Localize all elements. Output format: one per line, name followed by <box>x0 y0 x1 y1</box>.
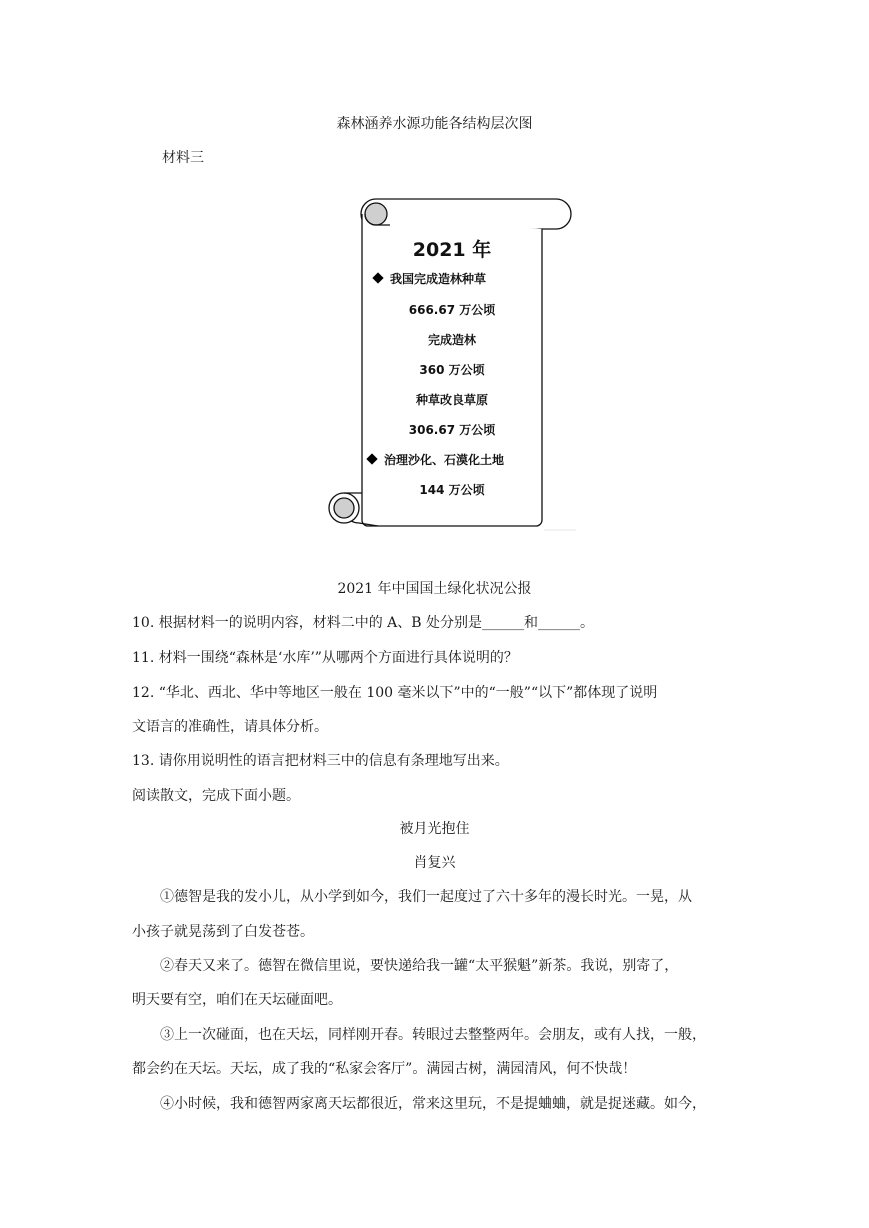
item2-title-text: 治理沙化、石漠化土地 <box>384 453 505 467</box>
scroll-caption: 2021 年中国国土绿化状况公报 <box>337 581 532 597</box>
essay-author: 肖复兴 <box>413 855 456 871</box>
diamond-bullet-icon <box>372 272 383 283</box>
scroll-year: 2021 年 <box>412 239 492 261</box>
essay-title: 被月光抱住 <box>399 821 470 837</box>
scroll-item1-value: 666.67 万公顷 <box>408 303 496 317</box>
scroll-item2-value: 144 万公顷 <box>419 483 485 497</box>
scroll-item1-sub2: 种草改良草原 <box>415 393 488 407</box>
question-13: 13. 请你用说明性的语言把材料三中的信息有条理地写出来。 <box>132 753 509 769</box>
figure-caption-top: 森林涵养水源功能各结构层次图 <box>336 116 533 132</box>
essay-p3-line1: ③上一次碰面，也在天坛，同样刚开春。转眼过去整整两年。会朋友，或有人找，一般， <box>160 1027 706 1043</box>
question-10: 10. 根据材料一的说明内容，材料二中的 A、B 处分别是______和______。 <box>132 615 595 631</box>
question-12-line1: 12. “华北、西北、华中等地区一般在 100 毫米以下”中的“一般”“以下”都体现了说明 <box>132 685 658 701</box>
essay-p1-line1: ①德智是我的发小儿，从小学到如今，我们一起度过了六十多年的漫长时光。一晃，从 <box>160 889 692 905</box>
essay-p3-line2: 都会约在天坛。天坛，成了我的“私家会客厅”。满园古树，满园清风，何不快哉！ <box>132 1061 637 1077</box>
question-11: 11. 材料一围绕“森林是‘水库’”从哪两个方面进行具体说明的？ <box>132 650 518 666</box>
essay-p2-line2: 明天要有空，咱们在天坛碰面吧。 <box>132 992 342 1008</box>
scroll-illustration <box>318 192 580 534</box>
scroll-item2-title <box>368 451 568 468</box>
diamond-bullet-icon <box>366 453 377 464</box>
scroll-item1-title <box>374 270 574 287</box>
reading-intro: 阅读散文，完成下面小题。 <box>132 788 300 804</box>
essay-p1-line2: 小孩子就晃荡到了白发苍苍。 <box>132 924 314 940</box>
item1-title-text: 我国完成造林种草 <box>390 272 487 286</box>
material-label: 材料三 <box>162 150 204 166</box>
essay-p2-line1: ②春天又来了。德智在微信里说，要快递给我一罐“太平猴魁”新茶。我说，别寄了， <box>160 958 679 974</box>
question-12-line2: 文语言的准确性，请具体分析。 <box>132 719 328 735</box>
scroll-item1-sub1: 完成造林 <box>427 333 476 347</box>
scroll-item1-sub2-value: 306.67 万公顷 <box>408 423 496 437</box>
essay-p4-line1: ④小时候，我和德智两家离天坛都很近，常来这里玩，不是提蛐蛐，就是捉迷藏。如今， <box>160 1096 706 1112</box>
scroll-item1-sub1-value: 360 万公顷 <box>419 363 485 377</box>
